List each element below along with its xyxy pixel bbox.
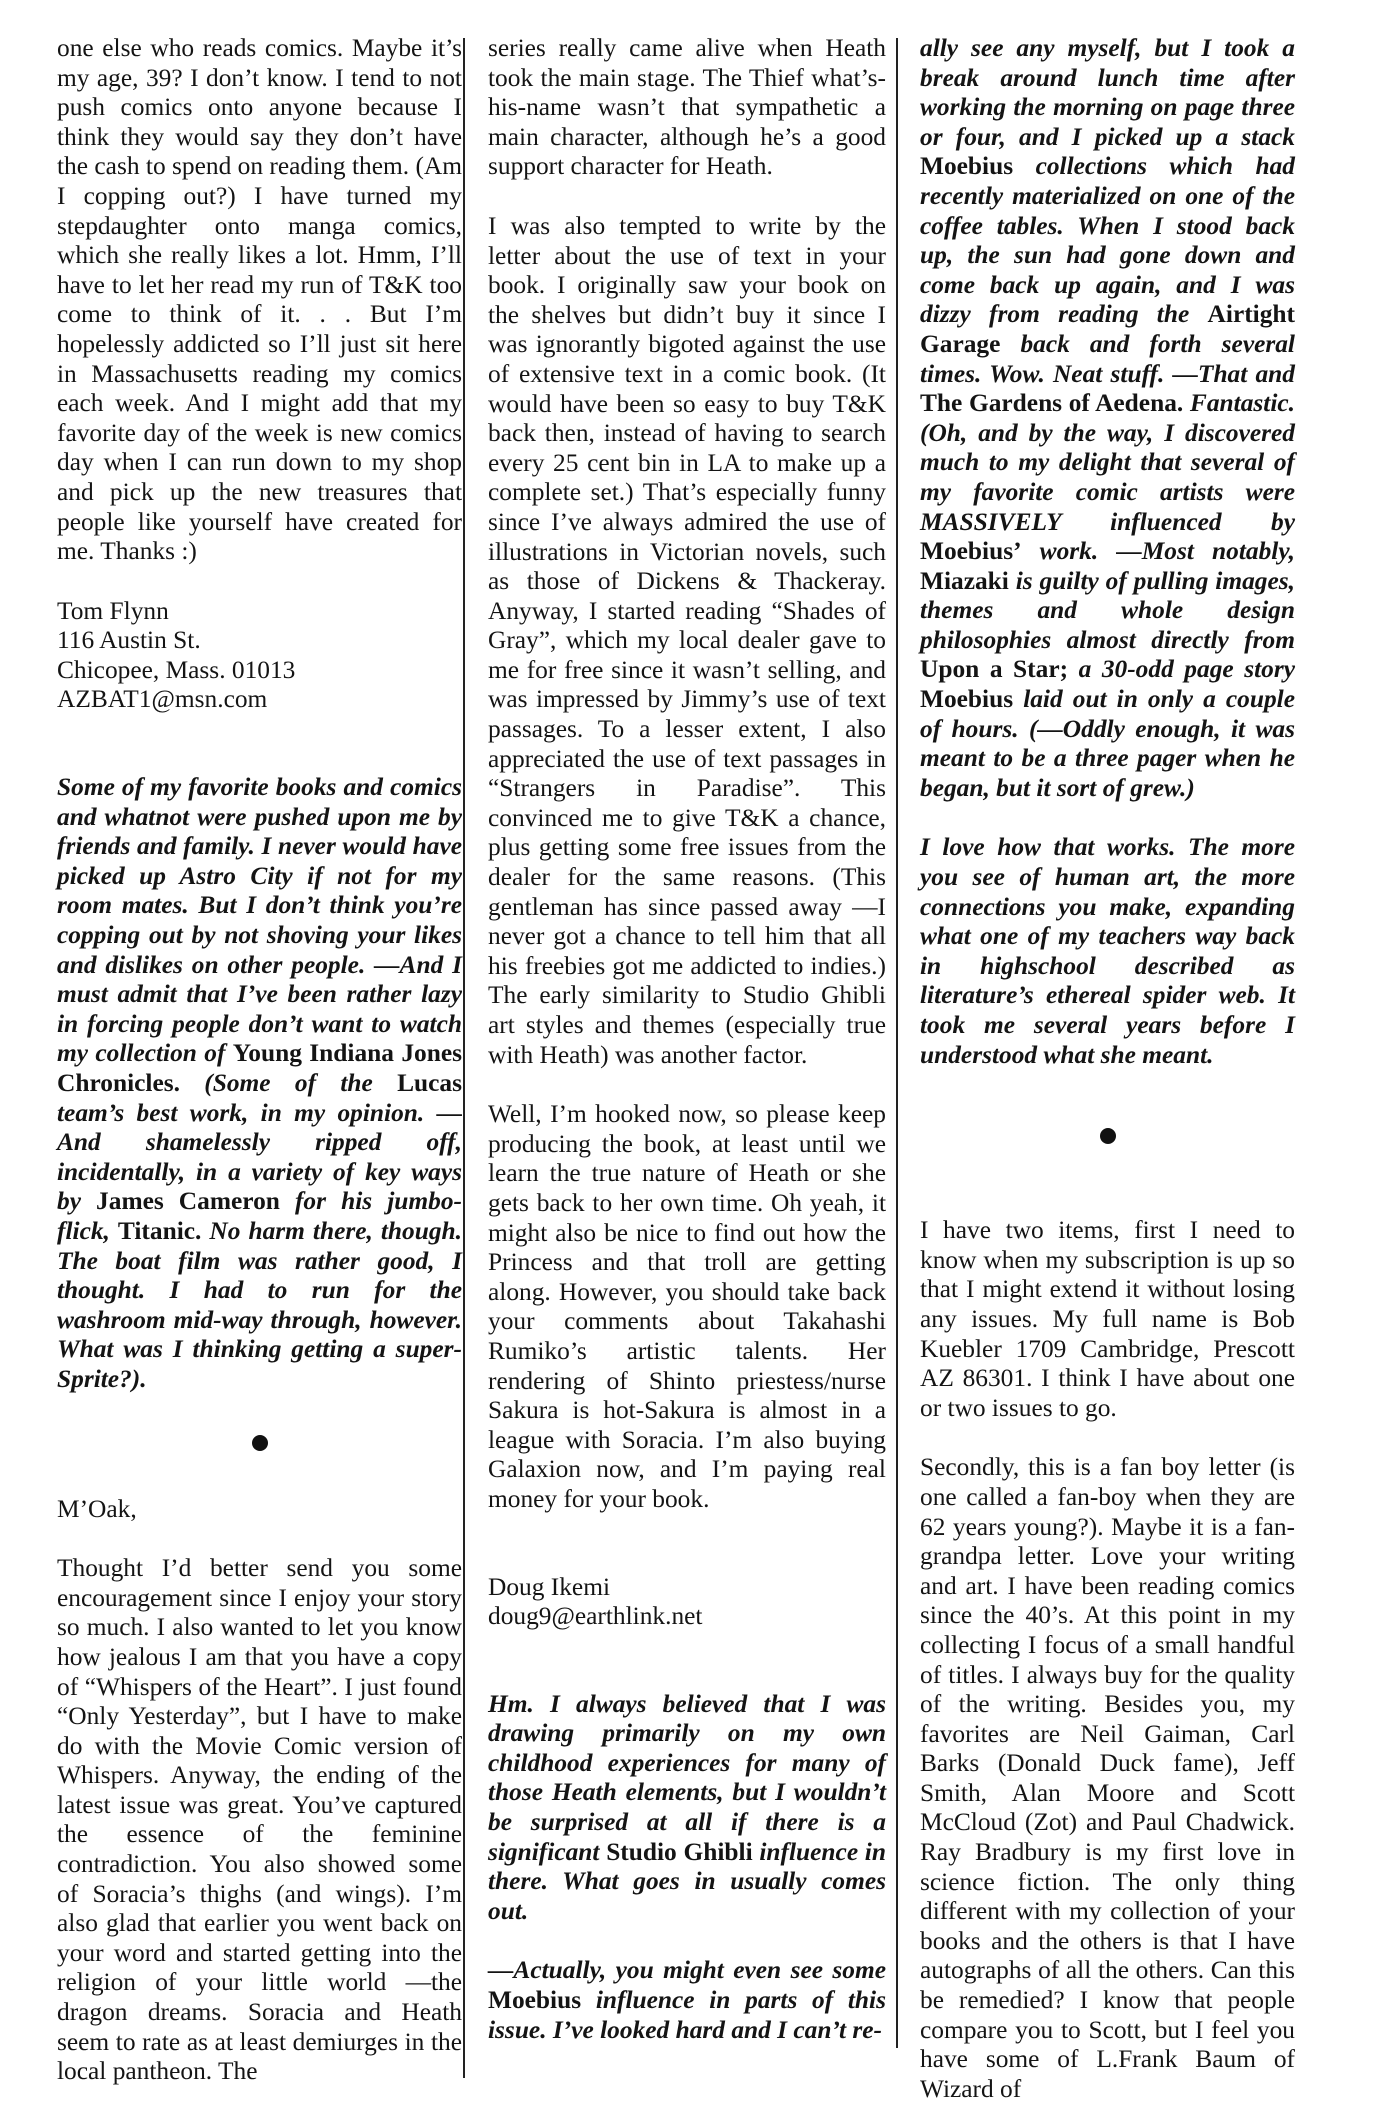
- reply-text: laid out in only a couple of hours. (—Oddly enough, it was meant to be a three pager when he began, but it sort of grew.): [920, 685, 1295, 802]
- reply-title-ref: Titanic.: [117, 1216, 202, 1245]
- reply-text: Some of my favorite books and comics and whatnot were pushed upon me by friends and family. I never would have picked up Astro City if not for my room mates. But I don’t think you’re copping out by not shoving your likes and dislikes on other people. —And I must admit that I’ve been rather lazy in forcing people don’t want to watch my collection of: [57, 773, 462, 1068]
- signature-email: AZBAT1@msn.com: [57, 685, 268, 714]
- column-1: [57, 34, 462, 2087]
- reply-text: influence in there. What goes in usually comes out.: [488, 1837, 886, 1925]
- reply-name-ref: Studio Ghibli: [606, 1837, 753, 1866]
- salutation: M’Oak,: [57, 1494, 137, 1523]
- reply-title-ref: Upon a Star;: [920, 655, 1069, 684]
- reply-text: team’s best work, in my opinion. —And shamelessly ripped off, incidentally, in a variety of key ways by: [57, 1098, 462, 1216]
- signature-address-line: 116 Austin St.: [57, 626, 201, 655]
- signature-name: Tom Flynn: [57, 596, 169, 625]
- letter-doug-ikemi-body: Thought I’d better send you some encouragement since I enjoy your story so much. I also wanted to let you know how jealous I am that you have a copy of “Whispers of the Heart”. I just found “Only Yesterday”, but I have to make do with the Movie Comic version of Whispers. Anyway, the ending of the latest issue was great. You’ve captured the essence of the feminine contradiction. You also showed some of Soracia’s thighs (and wings). I’m also glad that earlier you went back on your word and started getting into the religion of your little world —the dragon dreams. Soracia and Heath seem to rate as at least demiurges in the local pantheon. The: [57, 1554, 462, 2086]
- editor-reply-4: I love how that works. The more you see of human art, the more connections you make, expanding what one of my teachers way back in highschool described as literature’s ethereal spider web. It took me several years before I understood what she meant.: [920, 833, 1295, 1069]
- signature-doug-ikemi: [488, 1573, 886, 1632]
- letter-paragraph: series really came alive when Heath took the main stage. The Thief what’s-his-name wasn’t that sympathetic a main character, although he’s a good support character for Heath.: [488, 34, 886, 181]
- column-2: [488, 34, 886, 2045]
- reply-text: collections which had recently materialized on one of the coffee tables. When I stood back up, the sun had gone down and come back up again, and I was dizzy from reading the: [920, 152, 1295, 329]
- editor-reply-continued: [920, 34, 1295, 803]
- reply-text: a 30-odd page story: [1078, 655, 1295, 684]
- reply-title-ref: Young Indiana Jones Chronicles.: [57, 1039, 462, 1097]
- section-bullet: [252, 1435, 268, 1451]
- reply-name-ref: Moebius: [920, 152, 1014, 181]
- column-rule-left: [463, 38, 465, 2078]
- letter-paragraph: Well, I’m hooked now, so please keep producing the book, at least until we learn the true nature of Heath or she gets back to her own time. Oh yeah, it might also be nice to find out how the Princess and that troll are getting along. However, you should take back your comments about Takahashi Rumiko’s artistic talents. Her rendering of Shinto priestess/nurse Sakura is hot-Sakura is almost in a league with Soracia. I’m also buying Galaxion now, and I’m paying real money for your book.: [488, 1100, 886, 1513]
- reply-name-ref: Moebius: [488, 1986, 582, 2015]
- letter-tom-flynn-body: one else who reads comics. Maybe it’s my age, 39? I don’t know. I tend to not push comics onto anyone because I think they would say they don’t have the cash to spend on reading them. (Am I copping out?) I have turned my stepdaughter onto manga comics, which she really likes a lot. Hmm, I’ll have to let her read my run of T&K too come to think of it. . . But I’m hopelessly addicted so I’ll just sit here in Massachusetts reading my comics each week. And I might add that my favorite day of the week is new comics day when I can run down to my shop and pick up the new treasures that people like yourself have created for me. Thanks :): [57, 34, 462, 566]
- signature-email: doug9@earthlink.net: [488, 1602, 703, 1631]
- letter-bob-kuebler-p2: Secondly, this is a fan boy letter (is one called a fan-boy when they are 62 years young?). Maybe it is a fan-grandpa letter. Love your writing and art. I have been reading comics since the 40’s. At this point in my collecting I focus of a small handful of titles. I always buy for the quality of the writing. Besides you, my favorites are Neil Gaiman, Carl Barks (Donald Duck fame), Jeff Smith, Alan Moore and Scott McCloud (Zot) and Paul Chadwick. Ray Bradbury is my first love in science fiction. The only thing different with my collection of your books and the others is that I have autographs of all the others. Can this be remedied? I know that people compare you to Scott, but I feel you have some of L.Frank Baum of Wizard of: [920, 1453, 1295, 2103]
- column-3: [920, 34, 1295, 2104]
- reply-text: —Actually, you might even see some: [488, 1956, 886, 1985]
- signature-name: Doug Ikemi: [488, 1572, 610, 1601]
- reply-text: is guilty of pulling images, themes and whole design philosophies almost directly from: [920, 566, 1295, 654]
- reply-name-ref: Moebius’: [920, 537, 1022, 566]
- reply-title-ref: The Gardens of Aedena.: [920, 389, 1184, 418]
- reply-text: work. —Most notably,: [1039, 537, 1295, 566]
- reply-name-ref: Lucas: [397, 1069, 462, 1097]
- reply-title-ref: Airtight Garage: [920, 300, 1295, 358]
- reply-text: No harm there, though. The boat film was rather good, I thought. I had to run for the washroom mid-way through, however. What was I thinking getting a super-Sprite?).: [57, 1216, 462, 1393]
- reply-text: back and forth several times. Wow. Neat stuff. —That and: [920, 329, 1295, 388]
- reply-text: (Some of the: [204, 1069, 373, 1097]
- reply-text: ally see any myself, but I took a break around lunch time after working the morning on page three or four, and I picked up a stack: [920, 34, 1295, 151]
- section-bullet: [1100, 1128, 1116, 1144]
- reply-name-ref: Moebius: [920, 685, 1014, 714]
- letter-paragraph: I was also tempted to write by the letter about the use of text in your book. I originally saw your book on the shelves but didn’t buy it since I was ignorantly bigoted against the use of extensive text in a comic book. (It would have been so easy to buy T&K back then, instead of having to search every 25 cent bin in LA to make up a complete set.) That’s especially funny since I’ve always admired the use of illustrations in Victorian novels, such as those of Dickens & Thackeray. Anyway, I started reading “Shades of Gray”, which my local dealer gave to me for free since it wasn’t selling, and was impressed by Jimmy’s use of text passages. To a lesser extent, I also appreciated the use of text passages in “Strangers in Paradise”. This convinced me to give T&K a chance, plus getting some free issues from the dealer for the same reasons. (This gentleman has since passed away —I never got a chance to tell him that all his freebies got me addicted to indies.) The early similarity to Studio Ghibli art styles and themes (especially true with Heath) was another factor.: [488, 211, 886, 1069]
- reply-name-ref: James Cameron: [96, 1187, 280, 1216]
- reply-name-ref: Miazaki: [920, 566, 1009, 595]
- reply-text: for his jumbo-flick,: [57, 1187, 462, 1245]
- column-rule-right: [896, 38, 898, 2048]
- editor-reply-3: [488, 1956, 886, 2045]
- editor-reply-2: [488, 1690, 886, 1927]
- signature-tom-flynn: [57, 597, 462, 715]
- editor-reply-1: [57, 773, 462, 1394]
- reply-text: Fantastic. (Oh, and by the way, I discovered much to my delight that several of my favorite comic artists were MASSIVELY influenced by: [920, 389, 1295, 536]
- signature-address-line: Chicopee, Mass. 01013: [57, 655, 296, 684]
- reply-text: Hm. I always believed that I was drawing primarily on my own childhood experiences for many of those Heath elements, but I wouldn’t be surprised at all if there is a significant: [488, 1689, 886, 1866]
- letter-bob-kuebler-p1: I have two items, first I need to know when my subscription is up so that I might extend it without losing any issues. My full name is Bob Kuebler 1709 Cambridge, Prescott AZ 86301. I think I have about one or two issues to go.: [920, 1216, 1295, 1422]
- reply-text: influence in parts of this issue. I’ve looked hard and I can’t re-: [488, 1986, 886, 2044]
